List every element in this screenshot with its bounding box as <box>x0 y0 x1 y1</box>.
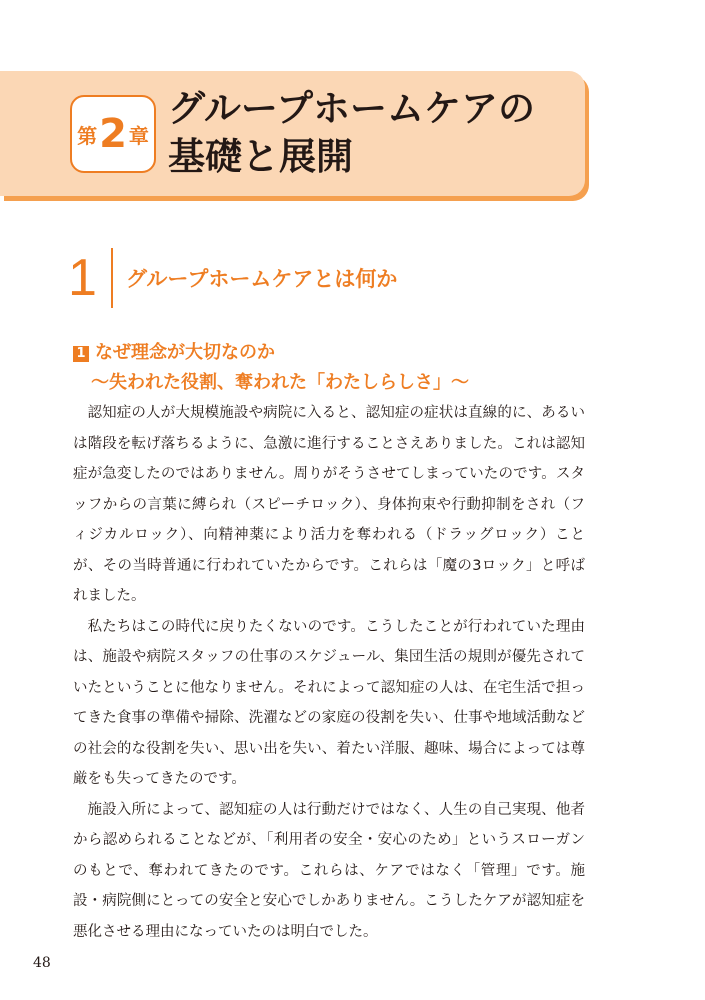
subsection-title: なぜ理念が大切なのか <box>95 342 275 363</box>
chapter-title-line2: 基礎と展開 <box>168 135 353 178</box>
chapter-banner <box>0 71 585 196</box>
chapter-title-line1: グループホームケアの <box>168 87 536 130</box>
subsection-number: 1 <box>73 346 89 362</box>
page-number: 48 <box>33 955 51 971</box>
chapter-suffix: 章 <box>128 123 149 148</box>
chapter-prefix: 第 <box>77 123 98 148</box>
body-text <box>73 398 585 947</box>
paragraph: 私たちはこの時代に戻りたくないのです。こうしたことが行われていた理由は、施設や病院スタッフの仕事のスケジュール、集団生活の規則が優先されていたということに他なりません。それによって認知症の人は、在宅生活で担ってきた食事の準備や掃除、洗濯などの家庭の役割を失い、仕事や地域活動などの社会的な役割を失い、思い出を失い、着たい洋服、趣味、場合によっては尊厳をも失ってきたのです。 <box>73 618 585 787</box>
chapter-badge <box>70 95 156 173</box>
subsection-subtitle: ～失われた役割、奪われた「わたしらしさ」～ <box>91 372 469 393</box>
section-number: 1 <box>68 249 97 307</box>
chapter-number: 2 <box>99 111 127 157</box>
section-title: グループホームケアとは何か <box>126 267 398 291</box>
section-divider <box>111 248 113 308</box>
paragraph: 施設入所によって、認知症の人は行動だけではなく、人生の自己実現、他者から認められることなどが、「利用者の安全・安心のため」というスローガンのもとで、奪われてきたのです。これらは、ケアではなく「管理」です。施設・病院側にとっての安全と安心でしかありません。こうしたケアが認知症を悪化させる理由になっていたのは明白でした。 <box>73 801 585 940</box>
chapter-title <box>168 85 535 181</box>
subsection-heading <box>73 338 469 398</box>
paragraph: 認知症の人が大規模施設や病院に入ると、認知症の症状は直線的に、あるいは階段を転げ落ちるように、急激に進行することさえありました。これは認知症が急変したのではありません。周りがそうさせてしまっていたのです。スタッフからの言葉に縛られ（スピーチロック）、身体拘束や行動抑制をされ（フィジカルロック）、向精神薬により活力を奪われる（ドラッグロック）ことが、その当時普通に行われていたからです。これらは「魔の3ロック」と呼ばれました。 <box>73 405 585 604</box>
